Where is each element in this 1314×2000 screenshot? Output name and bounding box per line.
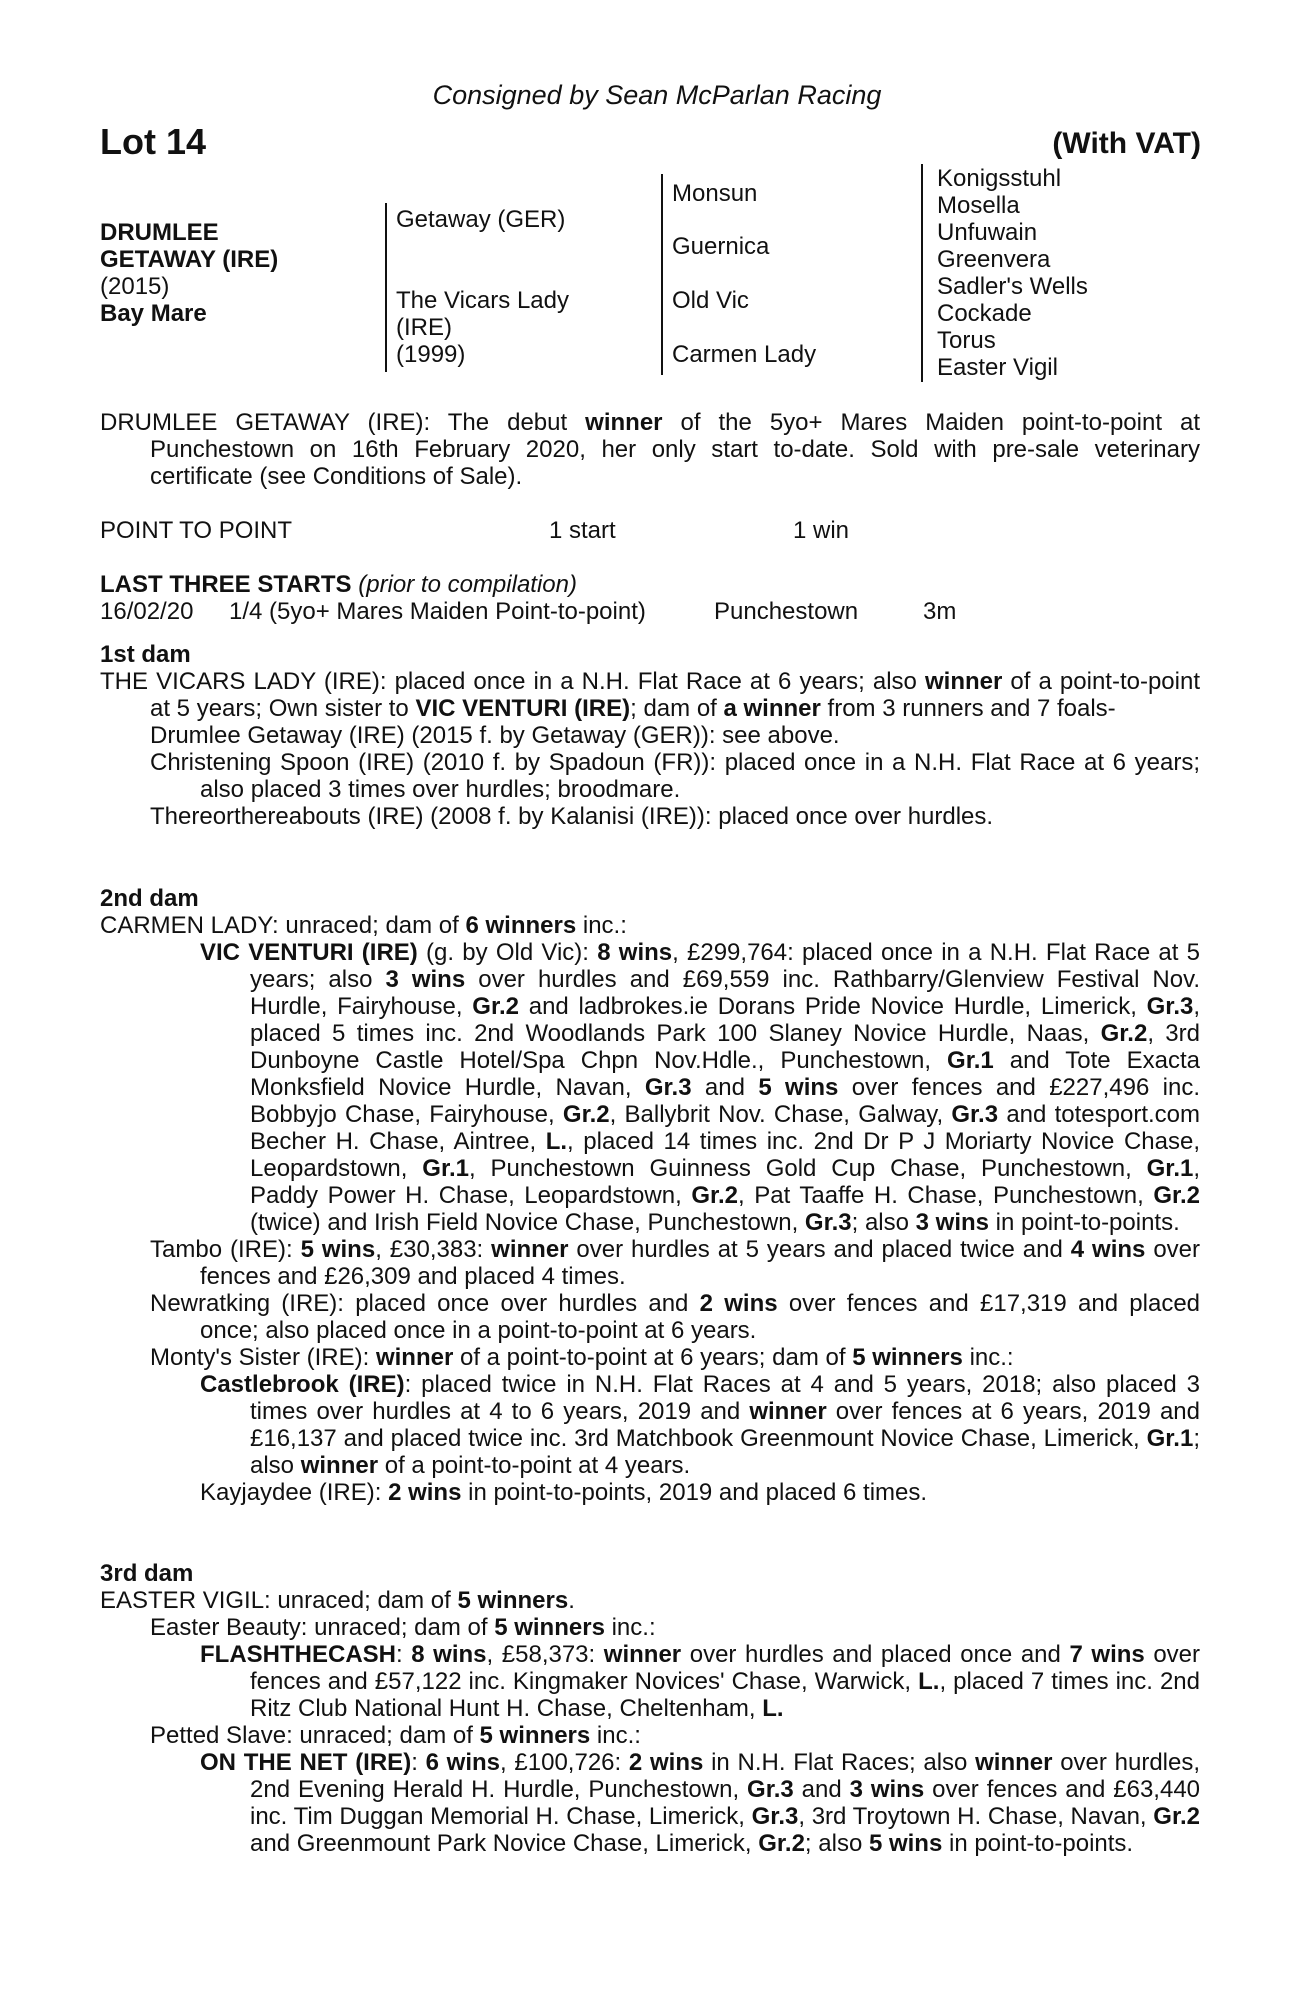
bold-text: Gr.2 bbox=[691, 1182, 739, 1209]
text: ; also bbox=[250, 1425, 1200, 1479]
bold-text: Gr.1 bbox=[422, 1155, 469, 1182]
bold-text: winner bbox=[603, 1641, 682, 1668]
bold-text: 6 winners bbox=[465, 912, 577, 939]
third-dam-section bbox=[100, 1560, 1200, 1857]
grandparent: Monsun bbox=[672, 180, 758, 207]
bold-text: ON THE NET (IRE) bbox=[200, 1749, 412, 1776]
text: (twice) and Irish Field Novice Chase, Punchestown, bbox=[250, 1209, 805, 1236]
second-dam-section bbox=[100, 885, 1200, 1506]
bold-text: 8 wins bbox=[411, 1641, 487, 1668]
text: , placed 14 times inc. 2nd Dr P J Moriarty Novice Chase, Leopardstown, bbox=[250, 1128, 1200, 1182]
colour-sex: Bay Mare bbox=[100, 300, 207, 327]
dam-line3: (1999) bbox=[396, 341, 466, 368]
text: in N.H. Flat Races; also bbox=[703, 1749, 976, 1776]
pedigree-divider bbox=[385, 203, 387, 372]
bold-text: Castlebrook (IRE) bbox=[200, 1371, 405, 1398]
bold-text: 3 wins bbox=[385, 966, 466, 993]
bold-text: 3 wins bbox=[915, 1209, 989, 1236]
start-distance: 3m bbox=[923, 598, 957, 625]
text: , Pat Taaffe H. Chase, Punchestown, bbox=[738, 1182, 1154, 1209]
text: (g. by Old Vic): bbox=[417, 939, 598, 966]
text: over fences and £17,319 and placed once; also placed once in a point-to-point at 6 years. bbox=[200, 1290, 1201, 1344]
bold-text: Gr.3 bbox=[747, 1776, 794, 1803]
text: inc.: bbox=[576, 912, 627, 939]
text: , Ballybrit Nov. Chase, Galway, bbox=[609, 1101, 952, 1128]
bold-text: Gr.1 bbox=[1146, 1155, 1194, 1182]
record-wins: 1 win bbox=[793, 517, 850, 544]
second-dam-body bbox=[100, 912, 1200, 1506]
text: , placed 5 times inc. 2nd Woodlands Park 100 Slaney Novice Hurdle, Naas, bbox=[250, 993, 1201, 1047]
bold-text: 5 wins bbox=[300, 1236, 376, 1263]
paragraph bbox=[100, 1641, 1200, 1722]
text: , £58,373: bbox=[486, 1641, 604, 1668]
bold-text: L. bbox=[918, 1668, 940, 1695]
bold-text: winner bbox=[491, 1236, 569, 1263]
bold-text: winner bbox=[749, 1398, 827, 1425]
text: and bbox=[691, 1074, 759, 1101]
text: in point-to-points, 2019 and placed 6 times. bbox=[461, 1479, 928, 1506]
text: , 3rd Dunboyne Castle Hotel/Spa Chpn Nov.Hdle., Punchestown, bbox=[250, 1020, 1200, 1074]
text: of the 5yo+ Mares Maiden point-to-point at Punchestown on 16th February 2020, her only start to-date. Sold with pre-sale veterinary certificate (see Conditions of Sale). bbox=[150, 409, 1200, 490]
text: , Paddy Power H. Chase, Leopardstown, bbox=[250, 1155, 1201, 1209]
section-heading: 3rd dam bbox=[100, 1560, 194, 1587]
paragraph bbox=[100, 939, 1200, 1236]
text: and ladbrokes.ie Dorans Pride Novice Hurdle, Limerick, bbox=[518, 993, 1147, 1020]
text: : placed twice in N.H. Flat Races at 4 and 5 years, 2018; also placed 3 times over hurdles at 4 to 6 years, 2019 and bbox=[250, 1371, 1200, 1425]
bold-text: winner bbox=[924, 668, 1003, 695]
text: over fences and £26,309 and placed 4 times. bbox=[200, 1236, 1201, 1290]
bold-text: Gr.1 bbox=[1146, 1425, 1194, 1452]
paragraph bbox=[100, 409, 1200, 490]
bold-text: 8 wins bbox=[597, 939, 673, 966]
record-starts: 1 start bbox=[549, 517, 616, 544]
paragraph bbox=[100, 668, 1200, 722]
dam-line2: (IRE) bbox=[396, 314, 452, 341]
text: CARMEN LADY: unraced; dam of bbox=[100, 912, 466, 939]
text: of a point-to-point at 6 years; dam of bbox=[453, 1344, 853, 1371]
dam-line1: The Vicars Lady bbox=[396, 287, 569, 314]
bold-text: winner bbox=[375, 1344, 454, 1371]
bold-text: 5 wins bbox=[868, 1830, 943, 1857]
text: THE VICARS LADY (IRE): placed once in a N.H. Flat Race at 6 years; also bbox=[100, 668, 925, 695]
bold-text: Gr.2 bbox=[758, 1830, 805, 1857]
bold-text: a winner bbox=[723, 695, 821, 722]
bold-text: Gr.1 bbox=[947, 1047, 994, 1074]
paragraph bbox=[100, 1290, 1200, 1344]
vat-status: (With VAT) bbox=[1052, 127, 1201, 160]
race-record bbox=[100, 517, 1200, 544]
first-dam-section bbox=[100, 641, 1200, 830]
pedigree-divider bbox=[661, 174, 663, 375]
horse-name-line1: DRUMLEE bbox=[100, 219, 219, 246]
consignor-line: Consigned by Sean McParlan Racing bbox=[432, 80, 882, 110]
text: from 3 runners and 7 foals- bbox=[820, 695, 1116, 722]
bold-text: Gr.3 bbox=[951, 1101, 999, 1128]
great-grandparent: Konigsstuhl bbox=[937, 165, 1062, 192]
grandparent: Carmen Lady bbox=[672, 341, 817, 368]
text: ; also bbox=[851, 1209, 916, 1236]
great-grandparent: Greenvera bbox=[937, 246, 1051, 273]
text: over fences and £57,122 inc. Kingmaker Novices' Chase, Warwick, bbox=[250, 1641, 1201, 1695]
great-grandparent: Cockade bbox=[937, 300, 1032, 327]
bold-text: Gr.2 bbox=[472, 993, 519, 1020]
bold-text: winner bbox=[300, 1452, 379, 1479]
paragraph bbox=[100, 722, 1200, 749]
bold-text: 2 wins bbox=[388, 1479, 462, 1506]
text: Drumlee Getaway (IRE) (2015 f. by Getaway (GER)): see above. bbox=[150, 722, 840, 749]
bold-text: 5 wins bbox=[758, 1074, 839, 1101]
horse-name-line2: GETAWAY (IRE) bbox=[100, 246, 279, 273]
text: Newratking (IRE): placed once over hurdles and bbox=[150, 1290, 700, 1317]
text: Thereorthereabouts (IRE) (2008 f. by Kalanisi (IRE)): placed once over hurdles. bbox=[150, 803, 994, 830]
bold-text: 7 wins bbox=[1069, 1641, 1145, 1668]
bold-text: Gr.3 bbox=[644, 1074, 692, 1101]
sire: Getaway (GER) bbox=[396, 206, 566, 233]
great-grandparent: Torus bbox=[937, 327, 996, 354]
grandparent: Old Vic bbox=[672, 287, 749, 314]
text: , £30,383: bbox=[375, 1236, 492, 1263]
bold-text: 5 winners bbox=[494, 1614, 605, 1641]
text: over fences and £227,496 inc. Bobbyjo Chase, Fairyhouse, bbox=[250, 1074, 1201, 1128]
lot-number: Lot 14 bbox=[100, 121, 207, 162]
bold-text: 2 wins bbox=[699, 1290, 778, 1317]
text: over fences and £63,440 inc. Tim Duggan Memorial H. Chase, Limerick, bbox=[250, 1776, 1201, 1830]
text: : bbox=[411, 1749, 426, 1776]
section-note: (prior to compilation) bbox=[358, 571, 577, 598]
section-heading: LAST THREE STARTS bbox=[100, 571, 352, 598]
description bbox=[100, 409, 1200, 490]
paragraph bbox=[100, 1236, 1200, 1290]
text: and Greenmount Park Novice Chase, Limerick, bbox=[250, 1830, 759, 1857]
bold-text: 5 winners bbox=[852, 1344, 963, 1371]
paragraph bbox=[100, 1749, 1200, 1857]
bold-text: FLASHTHECASH bbox=[200, 1641, 396, 1668]
bold-text: Gr.2 bbox=[1153, 1182, 1201, 1209]
last-three-starts bbox=[100, 571, 1200, 625]
paragraph bbox=[100, 749, 1200, 803]
text: Christening Spoon (IRE) (2010 f. by Spadoun (FR)): placed once in a N.H. Flat Race at 6 years; also placed 3 times over hurdles; broodmare. bbox=[150, 749, 1200, 803]
bold-text: 5 winners bbox=[479, 1722, 591, 1749]
text: ; also bbox=[804, 1830, 869, 1857]
bold-text: L. bbox=[545, 1128, 568, 1155]
great-grandparent: Mosella bbox=[937, 192, 1020, 219]
text: and totesport.com Becher H. Chase, Aintree, bbox=[250, 1101, 1201, 1155]
start-date: 16/02/20 bbox=[100, 598, 194, 625]
first-dam-body bbox=[100, 668, 1200, 830]
bold-text: VIC VENTURI (IRE) bbox=[200, 939, 418, 966]
bold-text: winner bbox=[975, 1749, 1053, 1776]
bold-text: winner bbox=[585, 409, 663, 436]
text: and bbox=[793, 1776, 850, 1803]
record-label: POINT TO POINT bbox=[100, 517, 293, 544]
paragraph bbox=[100, 912, 1200, 939]
section-heading: 1st dam bbox=[100, 641, 191, 668]
text: , 3rd Troytown H. Chase, Navan, bbox=[798, 1803, 1154, 1830]
paragraph bbox=[100, 1587, 1200, 1614]
text: of a point-to-point at 4 years. bbox=[378, 1452, 691, 1479]
text: over hurdles at 5 years and placed twice and bbox=[568, 1236, 1071, 1263]
text: , £100,726: bbox=[500, 1749, 629, 1776]
start-course: Punchestown bbox=[714, 598, 859, 625]
bold-text: 5 winners bbox=[457, 1587, 569, 1614]
text: Petted Slave: unraced; dam of bbox=[150, 1722, 480, 1749]
text: DRUMLEE GETAWAY (IRE): The debut bbox=[100, 409, 586, 436]
text: . bbox=[568, 1587, 575, 1614]
great-grandparent: Sadler's Wells bbox=[937, 273, 1088, 300]
text: ; dam of bbox=[630, 695, 724, 722]
text: , placed 7 times inc. 2nd Ritz Club National Hunt H. Chase, Cheltenham, bbox=[250, 1668, 1200, 1722]
text: : bbox=[396, 1641, 412, 1668]
bold-text: Gr.3 bbox=[804, 1209, 852, 1236]
text: , £299,764: placed once in a N.H. Flat Race at 5 years; also bbox=[250, 939, 1201, 993]
start-result: 1/4 (5yo+ Mares Maiden Point-to-point) bbox=[229, 598, 646, 625]
text: of a point-to-point at 5 years; Own sister to bbox=[150, 668, 1201, 722]
great-grandparent: Easter Vigil bbox=[937, 354, 1058, 381]
bold-text: Gr.2 bbox=[1153, 1803, 1200, 1830]
text: in point-to-points. bbox=[942, 1830, 1134, 1857]
text: inc.: bbox=[604, 1614, 656, 1641]
text: over fences at 6 years, 2019 and £16,137 and placed twice inc. 3rd Matchbook Greenmount Novice Chase, Limerick, bbox=[250, 1398, 1200, 1452]
bold-text: Gr.3 bbox=[1146, 993, 1194, 1020]
text: , Punchestown Guinness Gold Cup Chase, Punchestown, bbox=[469, 1155, 1147, 1182]
text: and Tote Exacta Monksfield Novice Hurdle, Navan, bbox=[250, 1047, 1200, 1101]
text: Kayjaydee (IRE): bbox=[200, 1479, 389, 1506]
text: Monty's Sister (IRE): bbox=[150, 1344, 376, 1371]
text: Easter Beauty: unraced; dam of bbox=[150, 1614, 495, 1641]
text: inc.: bbox=[962, 1344, 1014, 1371]
great-grandparent: Unfuwain bbox=[937, 219, 1038, 246]
paragraph bbox=[100, 1479, 1200, 1506]
grandparent: Guernica bbox=[672, 233, 770, 260]
text: in point-to-points. bbox=[989, 1209, 1180, 1236]
text: Tambo (IRE): bbox=[150, 1236, 301, 1263]
bold-text: VIC VENTURI (IRE) bbox=[415, 695, 631, 722]
pedigree-divider bbox=[921, 164, 923, 382]
foaling-year: (2015) bbox=[100, 273, 170, 300]
bold-text: Gr.3 bbox=[751, 1803, 799, 1830]
bold-text: Gr.2 bbox=[1100, 1020, 1148, 1047]
bold-text: 4 wins bbox=[1070, 1236, 1146, 1263]
text: over hurdles and £69,559 inc. Rathbarry/Glenview Festival Nov. Hurdle, Fairyhouse, bbox=[250, 966, 1201, 1020]
bold-text: 3 wins bbox=[849, 1776, 925, 1803]
paragraph bbox=[100, 1614, 1200, 1641]
bold-text: 2 wins bbox=[628, 1749, 704, 1776]
third-dam-body bbox=[100, 1587, 1200, 1857]
start-row bbox=[100, 598, 1200, 625]
paragraph bbox=[100, 1371, 1200, 1479]
bold-text: Gr.2 bbox=[562, 1101, 610, 1128]
text: inc.: bbox=[590, 1722, 641, 1749]
section-heading: 2nd dam bbox=[100, 885, 199, 912]
text: EASTER VIGIL: unraced; dam of bbox=[100, 1587, 458, 1614]
paragraph bbox=[100, 1344, 1200, 1371]
bold-text: 6 wins bbox=[425, 1749, 501, 1776]
paragraph bbox=[100, 803, 1200, 830]
paragraph bbox=[100, 1722, 1200, 1749]
bold-text: L. bbox=[762, 1695, 784, 1722]
text: over hurdles and placed once and bbox=[681, 1641, 1070, 1668]
text: over hurdles, 2nd Evening Herald H. Hurdle, Punchestown, bbox=[250, 1749, 1201, 1803]
